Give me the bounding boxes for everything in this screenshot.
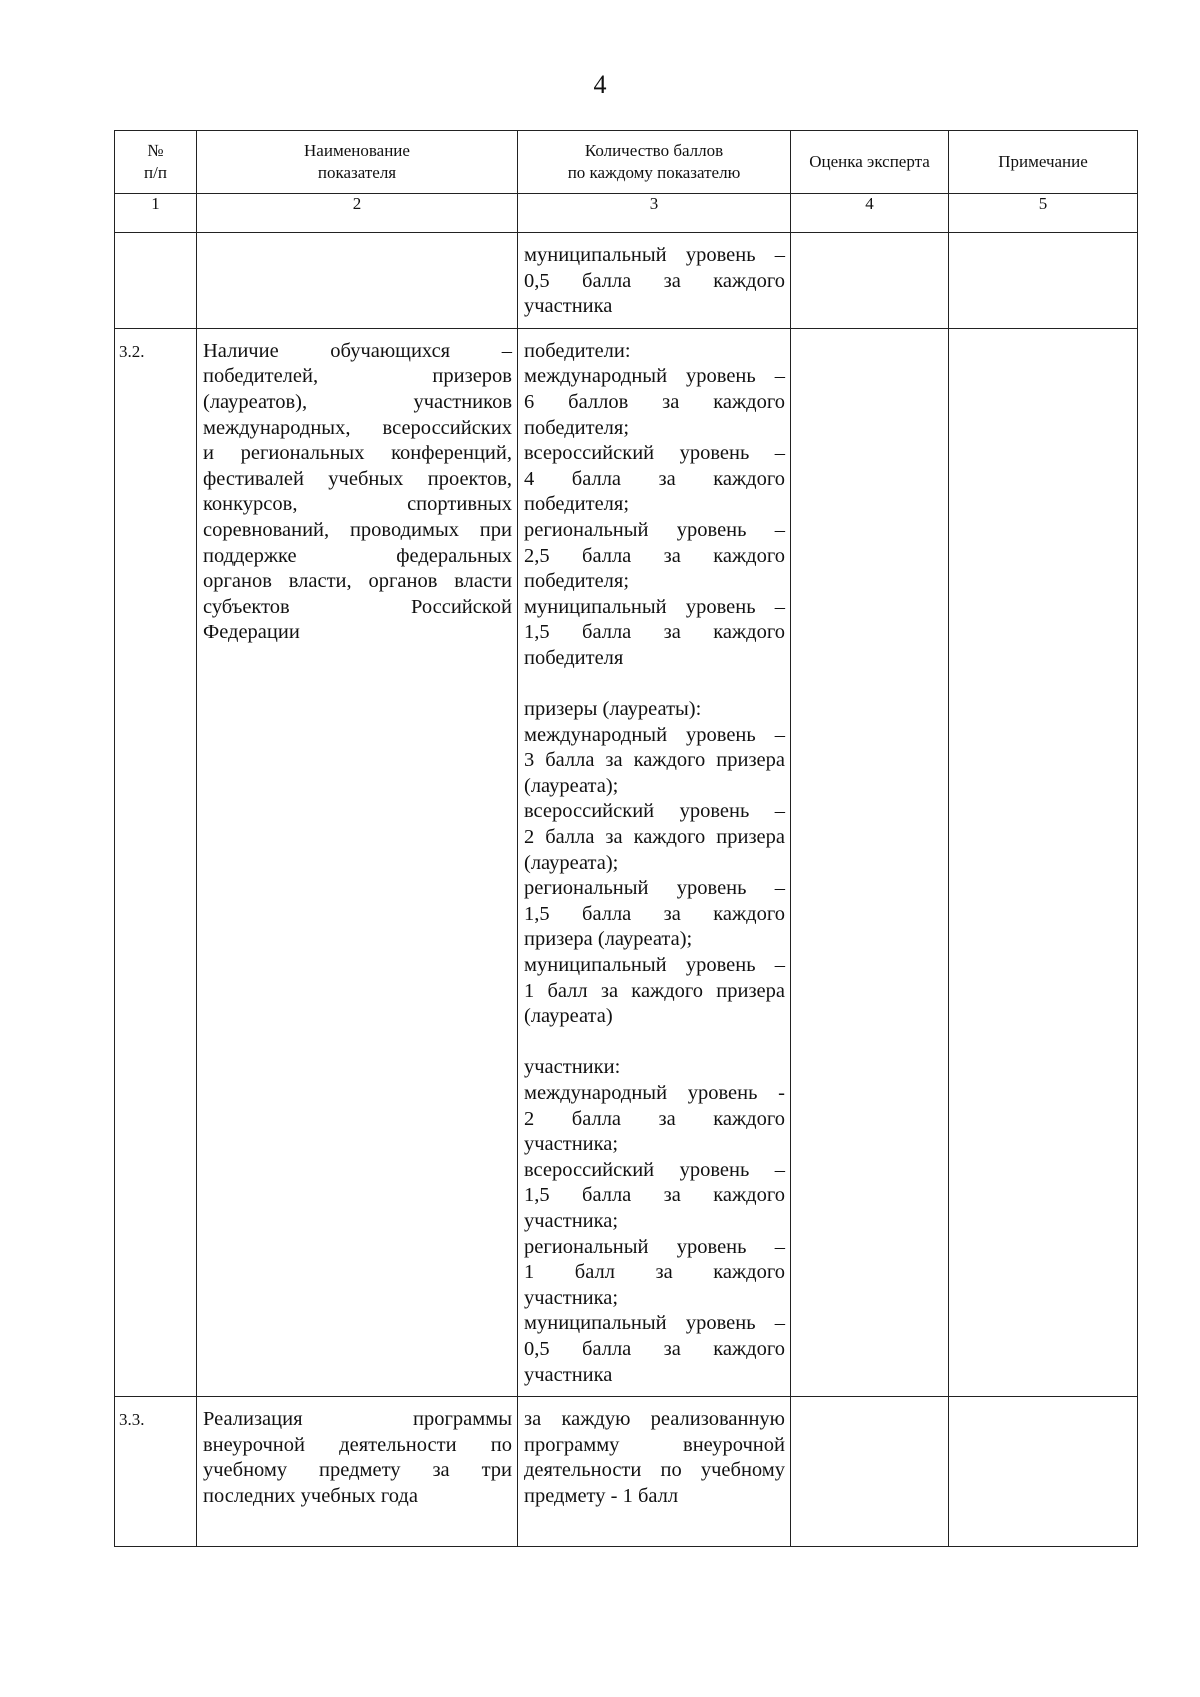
- paragraph-gap: [524, 1030, 785, 1056]
- table-row: [115, 233, 1138, 329]
- column-number-4: 4: [791, 194, 949, 233]
- text-line: международный уровень –: [524, 365, 785, 388]
- text-line: конкурсов, спортивных: [203, 493, 512, 516]
- text-line: победителя;: [524, 416, 630, 439]
- text-line: муниципальный уровень –: [524, 1312, 785, 1335]
- text-line: победители:: [524, 339, 631, 362]
- header-num-line-1: №: [147, 141, 164, 160]
- text-line: участника;: [524, 1133, 619, 1156]
- points-description: [518, 328, 791, 1396]
- column-number-5: 5: [949, 194, 1138, 233]
- text-line: участника;: [524, 1209, 619, 1232]
- text-line: 1 балл за каждого призера: [524, 979, 785, 1002]
- paragraph-gap: [524, 672, 785, 698]
- text-line: и региональных конференций,: [203, 442, 512, 465]
- note-cell[interactable]: [949, 328, 1138, 1396]
- indicator-name: [197, 233, 518, 329]
- text-line: 1 балл за каждого: [524, 1261, 785, 1284]
- text-line: 0,5 балла за каждого: [524, 1337, 785, 1360]
- text-line: органов власти, органов власти: [203, 570, 512, 593]
- table-row: [115, 1397, 1138, 1547]
- text-line: участники:: [524, 1056, 621, 1079]
- text-line: 6 баллов за каждого: [524, 390, 785, 413]
- column-number-3: 3: [518, 194, 791, 233]
- points-description: [518, 233, 791, 329]
- text-line: международный уровень –: [524, 723, 785, 746]
- text-line: 3 балла за каждого призера: [524, 749, 785, 772]
- row-number: 3.3.: [115, 1397, 197, 1547]
- header-name-line-1: Наименование: [304, 141, 410, 160]
- text-line: (лауреата);: [524, 851, 619, 874]
- text-line: 2,5 балла за каждого: [524, 544, 785, 567]
- column-number-2: 2: [197, 194, 518, 233]
- text-line: участника: [524, 295, 613, 318]
- text-line: соревнований, проводимых при: [203, 518, 512, 541]
- text-line: 0,5 балла за каждого: [524, 269, 785, 292]
- text-line: 1,5 балла за каждого: [524, 1184, 785, 1207]
- text-line: призеры (лауреаты):: [524, 698, 702, 721]
- text-line: 1,5 балла за каждого: [524, 902, 785, 925]
- text-line: международный уровень -: [524, 1082, 785, 1104]
- text-line: (лауреата);: [524, 774, 619, 797]
- text-line: победителя;: [524, 493, 630, 516]
- table-header-row: [115, 131, 1138, 194]
- text-line: международных, всероссийских: [203, 416, 512, 439]
- text-line: муниципальный уровень –: [524, 954, 785, 977]
- text-line: победителя: [524, 646, 624, 669]
- text-line: победителя;: [524, 570, 630, 593]
- text-line: субъектов Российской: [203, 595, 512, 618]
- text-line: всероссийский уровень –: [524, 1158, 785, 1181]
- table-row: [115, 328, 1138, 1396]
- column-number-1: 1: [115, 194, 197, 233]
- text-line: 2 балла за каждого: [524, 1107, 785, 1130]
- row-number: [115, 233, 197, 329]
- text-line: всероссийский уровень –: [524, 442, 785, 465]
- note-cell[interactable]: [949, 233, 1138, 329]
- points-description: [518, 1397, 791, 1547]
- text-line: муниципальный уровень –: [524, 595, 785, 618]
- text-line: 2 балла за каждого призера: [524, 826, 785, 849]
- text-line: региональный уровень –: [524, 877, 785, 900]
- text-line: призера (лауреата);: [524, 928, 693, 951]
- criteria-table: [114, 130, 1138, 1547]
- expert-score-cell[interactable]: [791, 328, 949, 1396]
- text-line: фестивалей учебных проектов,: [203, 467, 512, 490]
- header-num: [115, 131, 197, 194]
- header-points-line-1: Количество баллов: [584, 141, 724, 160]
- text-line: программу внеурочной: [524, 1433, 785, 1456]
- expert-score-cell[interactable]: [791, 1397, 949, 1547]
- text-line: региональный уровень –: [524, 1235, 785, 1258]
- text-line: Наличие обучающихся –: [203, 339, 512, 362]
- text-line: (лауреата): [524, 1005, 613, 1028]
- page-number: 4: [593, 70, 607, 99]
- text-line: внеурочной деятельности по: [203, 1433, 512, 1456]
- text-line: последних учебных года: [203, 1484, 418, 1507]
- text-line: региональный уровень –: [524, 518, 785, 541]
- text-line: учебному предмету за три: [203, 1459, 512, 1482]
- text-line: победителей, призеров: [203, 365, 512, 388]
- header-name-line-2: показателя: [317, 163, 397, 182]
- expert-score-cell[interactable]: [791, 233, 949, 329]
- column-number-row: [115, 194, 1138, 233]
- indicator-name: [197, 328, 518, 1396]
- text-line: за каждую реализованную: [524, 1408, 785, 1431]
- text-line: всероссийский уровень –: [524, 800, 785, 823]
- header-num-line-2: п/п: [144, 163, 167, 182]
- text-line: 4 балла за каждого: [524, 467, 785, 490]
- indicator-name: [197, 1397, 518, 1547]
- header-expert: Оценка эксперта: [791, 131, 949, 194]
- note-cell[interactable]: [949, 1397, 1138, 1547]
- text-line: Реализация программы: [203, 1408, 512, 1431]
- text-line: предмету - 1 балл: [524, 1484, 679, 1507]
- text-line: муниципальный уровень –: [524, 244, 785, 266]
- header-points-line-2: по каждому показателю: [567, 163, 741, 182]
- text-line: участника;: [524, 1286, 619, 1309]
- text-line: поддержке федеральных: [203, 544, 512, 567]
- text-line: участника: [524, 1363, 613, 1386]
- text-line: деятельности по учебному: [524, 1459, 785, 1482]
- text-line: 1,5 балла за каждого: [524, 621, 785, 644]
- header-name: [197, 131, 518, 194]
- text-line: (лауреатов), участников: [203, 390, 512, 413]
- header-points: [518, 131, 791, 194]
- text-line: Федерации: [203, 621, 300, 644]
- header-note: Примечание: [949, 131, 1138, 194]
- row-number: 3.2.: [115, 328, 197, 1396]
